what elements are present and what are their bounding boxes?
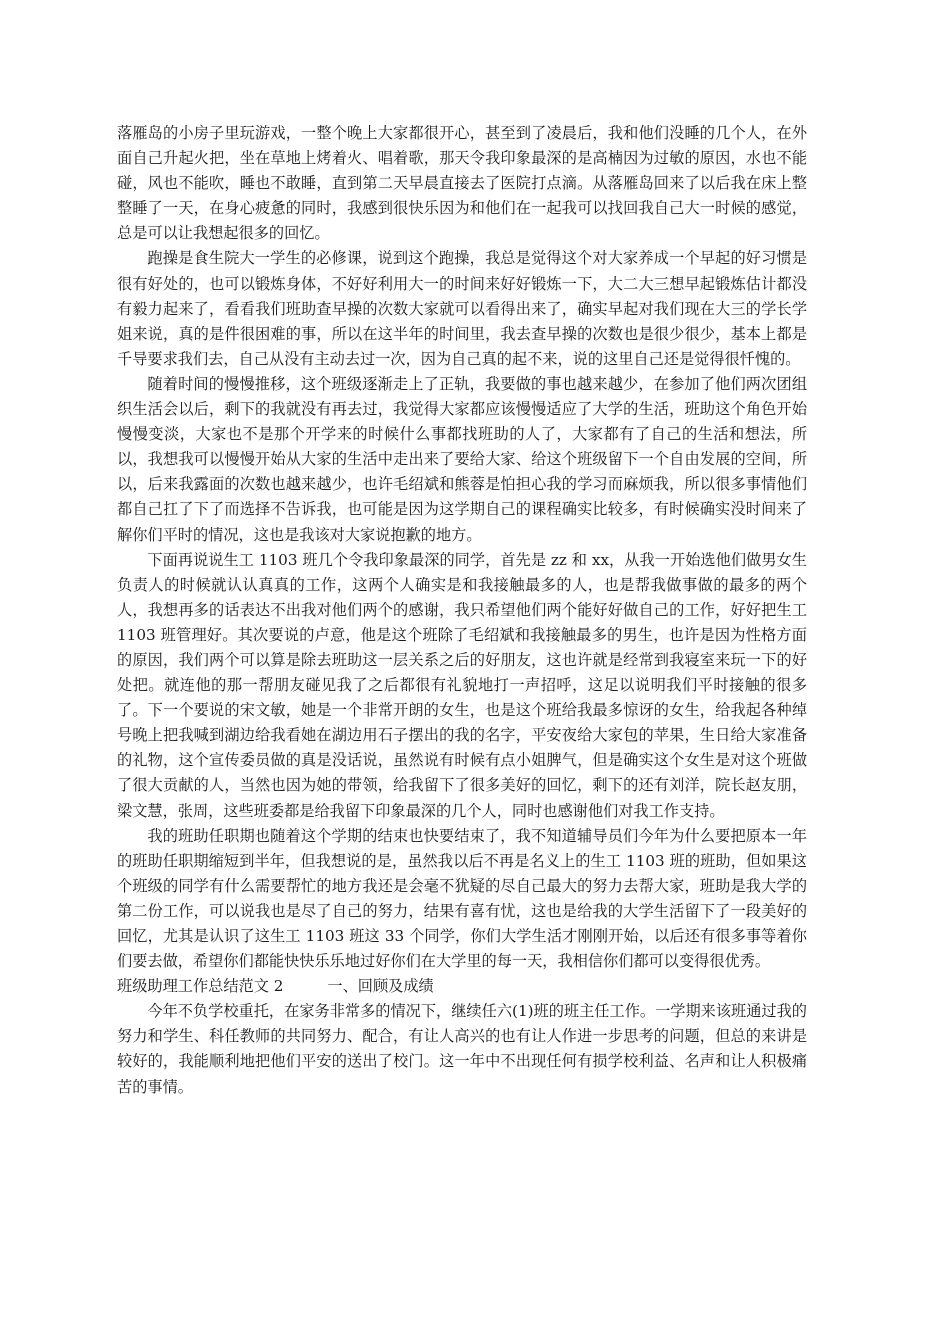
section-title: 班级助理工作总结范文 2 bbox=[117, 977, 284, 996]
section-heading bbox=[117, 974, 807, 999]
section-subtitle: 一、回顾及成绩 bbox=[327, 977, 434, 996]
paragraph-4: 下面再说说生工 1103 班几个令我印象最深的同学，首先是 zz 和 xx，从我一开始选他们做男女生负责人的时候就认认真真的工作，这两个人确实是和我接触最多的人，也是帮我做事做的最多的两个人，我想再多的话表达不出我对他们两个的感谢，我只希望他们两个能好好做自己的工作，好好把生工 1103 班管理好。其次要说的卢意，他是这个班除了毛绍斌和我接触最多的男生，也许是因为性格方面的原因，我们两个可以算是除去班助这一层关系之后的好朋友，这也许就是经常到我寝室来玩一下的好处把。就连他的那一帮朋友碰见我了之后都很有礼貌地打一声招呼，这足以说明我们平时接触的很多了。下一个要说的宋文敏，她是一个非常开朗的女生，也是这个班给我最多惊讶的女生，给我起各种绰号晚上把我喊到湖边给我看她在湖边用石子摆出的我的名字，平安夜给大家包的苹果，生日给大家准备的礼物，这个宣传委员做的真是没话说，虽然说有时候有点小姐脾气，但是确实这个女生是对这个班做了很大贡献的人，当然也因为她的带领，给我留下了很多美好的回忆，剩下的还有刘洋，院长赵友朋，梁文慧，张周，这些班委都是给我留下印象最深的几个人，同时也感谢他们对我工作支持。 bbox=[117, 550, 807, 820]
document-body bbox=[117, 121, 807, 1100]
paragraph-6: 今年不负学校重托，在家务非常多的情况下，继续任六(1)班的班主任工作。一学期来该班通过我的努力和学生、科任教师的共同努力、配合，有让人高兴的也有让人作进一步思考的问题，但总的来讲是较好的，我能顺利地把他们平安的送出了校门。这一年中不出现任何有损学校利益、名声和让人积极痛苦的事情。 bbox=[117, 1002, 807, 1096]
paragraph-5: 我的班助任职期也随着这个学期的结束也快要结束了，我不知道辅导员们今年为什么要把原本一年的班助任职期缩短到半年，但我想说的是，虽然我以后不再是名义上的生工 1103 班的班助，但如果这个班级的同学有什么需要帮忙的地方我还是会毫不犹疑的尽自己最大的努力去帮大家，班助是我大学的第二份工作，可以说我也是尽了自己的努力，结果有喜有忧，这也是给我的大学生活留下了一段美好的回忆，尤其是认识了这生工 1103 班这 33 个同学，你们大学生活才刚刚开始，以后还有很多事等着你们要去做，希望你们都能快快乐乐地过好你们在大学里的每一天，我相信你们都可以变得很优秀。 bbox=[117, 826, 807, 971]
paragraph-1: 落雁岛的小房子里玩游戏，一整个晚上大家都很开心，甚至到了凌晨后，我和他们没睡的几个人，在外面自己升起火把，坐在草地上烤着火、唱着歌，那天令我印象最深的是高楠因为过敏的原因，水也不能碰，风也不能吹，睡也不敢睡，直到第二天早晨直接去了医院打点滴。从落雁岛回来了以后我在床上整整睡了一天，在身心疲惫的同时，我感到很快乐因为和他们在一起我可以找回我自己大一时候的感觉，总是可以让我想起很多的回忆。 bbox=[117, 124, 807, 243]
paragraph-3: 随着时间的慢慢推移，这个班级逐渐走上了正轨，我要做的事也越来越少，在参加了他们两次团组织生活会以后，剩下的我就没有再去过，我觉得大家都应该慢慢适应了大学的生活，班助这个角色开始慢慢变淡，大家也不是那个开学来的时候什么事都找班助的人了，大家都有了自己的生活和想法，所以，我想我可以慢慢开始从大家的生活中走出来了要给大家、给这个班级留下一个自由发展的空间，所以，后来我露面的次数也越来越少，也许毛绍斌和熊蓉是怕担心我的学习而麻烦我，所以很多事情他们都自己扛了下了而选择不告诉我，也可能是因为这学期自己的课程确实比较多，有时候确实没时间来了解你们平时的情况，这也是我该对大家说抱歉的地方。 bbox=[117, 374, 807, 544]
paragraph-2: 跑操是食生院大一学生的必修课，说到这个跑操，我总是觉得这个对大家养成一个早起的好习惯是很有好处的，也可以锻炼身体，不好好利用大一的时间来好好锻炼一下，大二大三想早起锻炼估计都没有毅力起来了，看看我们班助查早操的次数大家就可以看得出来了，确实早起对我们现在大三的学长学姐来说，真的是件很困难的事，所以在这半年的时间里，我去查早操的次数也是很少很少，基本上都是千导要求我们去，自己从没有主动去过一次，因为自己真的起不来，说的这里自己还是觉得很忏愧的。 bbox=[117, 249, 807, 368]
